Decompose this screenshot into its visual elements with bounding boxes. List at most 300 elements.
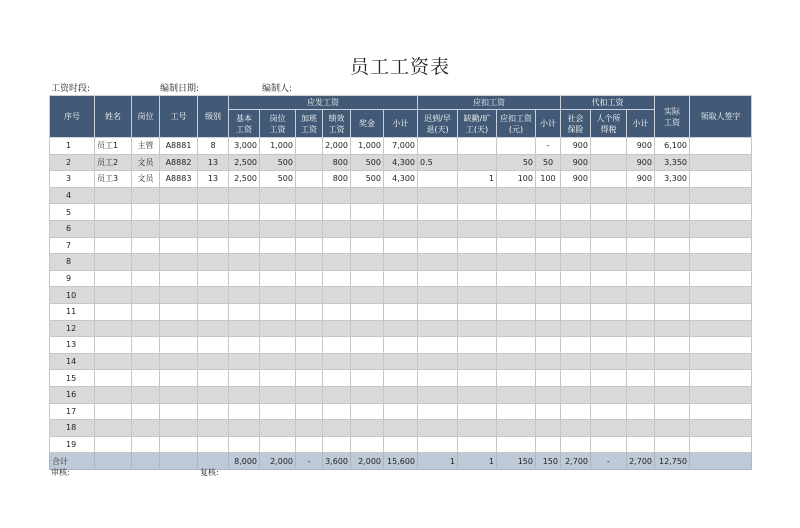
cell-actual xyxy=(655,353,690,370)
cell-absent xyxy=(458,403,497,420)
cell-sub-deduct: 50 xyxy=(536,154,561,171)
cell-name: 员工2 xyxy=(95,154,132,171)
cell-sign xyxy=(690,220,752,237)
cell-actual xyxy=(655,254,690,271)
cell-bonus: 500 xyxy=(351,154,384,171)
cell-emp-id xyxy=(160,237,198,254)
cell-emp-id: A8883 xyxy=(160,171,198,188)
cell-post xyxy=(260,436,296,453)
cell-sub-payable xyxy=(384,187,418,204)
totals-tax: - xyxy=(591,453,627,470)
totals-sub-deduct: 150 xyxy=(536,453,561,470)
cell-social xyxy=(561,436,591,453)
cell-position xyxy=(132,370,160,387)
cell-deduct xyxy=(497,138,536,155)
cell-perf xyxy=(323,237,351,254)
cell-ot xyxy=(296,237,323,254)
cell-sub-withhold: 900 xyxy=(627,171,655,188)
cell-position: 文员 xyxy=(132,154,160,171)
cell-sign xyxy=(690,171,752,188)
cell-bonus xyxy=(351,220,384,237)
cell-seq: 2 xyxy=(50,154,95,171)
cell-sub-deduct xyxy=(536,420,561,437)
cell-deduct xyxy=(497,337,536,354)
table-row xyxy=(50,237,752,254)
cell-perf xyxy=(323,254,351,271)
cell-deduct xyxy=(497,436,536,453)
cell-base xyxy=(229,254,260,271)
cell-tax xyxy=(591,320,627,337)
cell-sub-withhold xyxy=(627,370,655,387)
cell-sub-payable: 7,000 xyxy=(384,138,418,155)
cell-perf xyxy=(323,436,351,453)
cell-absent xyxy=(458,370,497,387)
cell-base: 3,000 xyxy=(229,138,260,155)
cell-sign xyxy=(690,254,752,271)
cell-name xyxy=(95,204,132,221)
cell-late xyxy=(418,171,458,188)
cell-perf xyxy=(323,370,351,387)
cell-post xyxy=(260,353,296,370)
cell-name xyxy=(95,254,132,271)
cell-social xyxy=(561,270,591,287)
header-sign: 领取人签字 xyxy=(690,96,752,138)
cell-absent xyxy=(458,254,497,271)
table-row xyxy=(50,303,752,320)
cell-actual xyxy=(655,187,690,204)
cell-late xyxy=(418,287,458,304)
cell-ot xyxy=(296,220,323,237)
cell-sub-deduct xyxy=(536,254,561,271)
cell-absent xyxy=(458,420,497,437)
header-actual: 实际 工资 xyxy=(655,96,690,138)
cell-emp-id xyxy=(160,353,198,370)
cell-emp-id: A8881 xyxy=(160,138,198,155)
reviewer-label: 审核: xyxy=(51,468,70,477)
table-row xyxy=(50,287,752,304)
cell-deduct xyxy=(497,386,536,403)
totals-cell xyxy=(132,453,160,470)
cell-sub-payable xyxy=(384,370,418,387)
cell-sub-deduct xyxy=(536,220,561,237)
cell-post: 500 xyxy=(260,154,296,171)
cell-ot xyxy=(296,171,323,188)
cell-sub-deduct xyxy=(536,370,561,387)
cell-post: 1,000 xyxy=(260,138,296,155)
header-position: 岗位 xyxy=(132,96,160,138)
cell-emp-id xyxy=(160,386,198,403)
totals-sub-withhold: 2,700 xyxy=(627,453,655,470)
table-row xyxy=(50,320,752,337)
cell-late xyxy=(418,138,458,155)
cell-late xyxy=(418,320,458,337)
cell-sign xyxy=(690,386,752,403)
cell-sign xyxy=(690,337,752,354)
cell-sub-withhold xyxy=(627,303,655,320)
cell-deduct xyxy=(497,220,536,237)
cell-post xyxy=(260,237,296,254)
cell-deduct xyxy=(497,287,536,304)
totals-bonus: 2,000 xyxy=(351,453,384,470)
cell-late: 0.5 xyxy=(418,154,458,171)
table-row xyxy=(50,254,752,271)
cell-sub-deduct xyxy=(536,237,561,254)
header-ot: 加班 工资 xyxy=(296,110,323,138)
cell-social xyxy=(561,386,591,403)
cell-actual xyxy=(655,420,690,437)
cell-position xyxy=(132,287,160,304)
totals-deduct: 150 xyxy=(497,453,536,470)
cell-actual: 3,350 xyxy=(655,154,690,171)
cell-perf xyxy=(323,204,351,221)
totals-cell xyxy=(160,453,198,470)
page-title: 员工工资表 xyxy=(349,56,450,78)
cell-position xyxy=(132,320,160,337)
cell-social xyxy=(561,353,591,370)
cell-social xyxy=(561,237,591,254)
totals-post: 2,000 xyxy=(260,453,296,470)
cell-sub-deduct: - xyxy=(536,138,561,155)
cell-seq: 9 xyxy=(50,270,95,287)
cell-bonus xyxy=(351,370,384,387)
header-sub-payable: 小计 xyxy=(384,110,418,138)
cell-sub-payable xyxy=(384,337,418,354)
cell-seq: 10 xyxy=(50,287,95,304)
cell-sub-payable xyxy=(384,320,418,337)
table-row xyxy=(50,436,752,453)
cell-seq: 14 xyxy=(50,353,95,370)
cell-emp-id xyxy=(160,337,198,354)
cell-bonus xyxy=(351,204,384,221)
cell-name: 员工3 xyxy=(95,171,132,188)
cell-sign xyxy=(690,320,752,337)
cell-deduct xyxy=(497,403,536,420)
cell-base xyxy=(229,370,260,387)
cell-deduct: 100 xyxy=(497,171,536,188)
cell-seq: 5 xyxy=(50,204,95,221)
cell-ot xyxy=(296,204,323,221)
cell-perf xyxy=(323,420,351,437)
header-emp-id: 工号 xyxy=(160,96,198,138)
cell-late xyxy=(418,237,458,254)
cell-post xyxy=(260,303,296,320)
cell-sub-withhold xyxy=(627,287,655,304)
cell-emp-id xyxy=(160,187,198,204)
cell-post xyxy=(260,320,296,337)
cell-level xyxy=(198,420,229,437)
cell-actual xyxy=(655,287,690,304)
table-row xyxy=(50,154,752,171)
cell-sub-payable xyxy=(384,436,418,453)
cell-late xyxy=(418,303,458,320)
cell-sub-deduct xyxy=(536,204,561,221)
table-row xyxy=(50,171,752,188)
cell-sub-withhold xyxy=(627,386,655,403)
cell-sign xyxy=(690,204,752,221)
header-sub-deduct: 小计 xyxy=(536,110,561,138)
cell-position xyxy=(132,204,160,221)
cell-late xyxy=(418,403,458,420)
cell-post xyxy=(260,220,296,237)
cell-sign xyxy=(690,403,752,420)
cell-absent xyxy=(458,337,497,354)
cell-position xyxy=(132,270,160,287)
cell-sub-withhold xyxy=(627,353,655,370)
table-row xyxy=(50,270,752,287)
cell-perf: 800 xyxy=(323,154,351,171)
cell-late xyxy=(418,420,458,437)
cell-emp-id xyxy=(160,370,198,387)
cell-tax xyxy=(591,187,627,204)
cell-bonus: 500 xyxy=(351,171,384,188)
cell-sub-payable xyxy=(384,386,418,403)
cell-perf xyxy=(323,353,351,370)
cell-level xyxy=(198,187,229,204)
cell-name xyxy=(95,303,132,320)
cell-name xyxy=(95,220,132,237)
cell-position xyxy=(132,303,160,320)
cell-position xyxy=(132,254,160,271)
cell-late xyxy=(418,204,458,221)
cell-sub-payable xyxy=(384,303,418,320)
cell-perf xyxy=(323,386,351,403)
cell-actual xyxy=(655,337,690,354)
cell-level: 8 xyxy=(198,138,229,155)
cell-position xyxy=(132,337,160,354)
cell-social: 900 xyxy=(561,171,591,188)
cell-sign xyxy=(690,436,752,453)
cell-ot xyxy=(296,403,323,420)
cell-perf xyxy=(323,287,351,304)
cell-name xyxy=(95,337,132,354)
cell-level xyxy=(198,386,229,403)
cell-name xyxy=(95,353,132,370)
cell-sub-withhold xyxy=(627,204,655,221)
cell-actual xyxy=(655,270,690,287)
cell-bonus xyxy=(351,436,384,453)
cell-post xyxy=(260,287,296,304)
cell-position xyxy=(132,436,160,453)
cell-social xyxy=(561,187,591,204)
cell-position xyxy=(132,386,160,403)
cell-sub-withhold xyxy=(627,237,655,254)
header-level: 级别 xyxy=(198,96,229,138)
cell-social: 900 xyxy=(561,138,591,155)
header-group-payable: 应发工资 xyxy=(229,96,418,110)
cell-name xyxy=(95,420,132,437)
cell-level xyxy=(198,220,229,237)
cell-sign xyxy=(690,370,752,387)
cell-absent xyxy=(458,303,497,320)
cell-tax xyxy=(591,220,627,237)
cell-base: 2,500 xyxy=(229,171,260,188)
cell-perf: 800 xyxy=(323,171,351,188)
cell-bonus xyxy=(351,403,384,420)
cell-ot xyxy=(296,254,323,271)
date-label: 编制日期: xyxy=(160,84,200,94)
totals-label: 合计 xyxy=(50,453,95,470)
table-row xyxy=(50,403,752,420)
cell-deduct xyxy=(497,187,536,204)
cell-tax xyxy=(591,204,627,221)
cell-social xyxy=(561,320,591,337)
header-base: 基本 工资 xyxy=(229,110,260,138)
period-label: 工资时段: xyxy=(51,84,91,94)
cell-base: 2,500 xyxy=(229,154,260,171)
cell-post xyxy=(260,420,296,437)
cell-late xyxy=(418,220,458,237)
cell-position xyxy=(132,403,160,420)
cell-level xyxy=(198,204,229,221)
cell-emp-id xyxy=(160,320,198,337)
cell-social xyxy=(561,370,591,387)
cell-seq: 12 xyxy=(50,320,95,337)
cell-bonus xyxy=(351,420,384,437)
cell-base xyxy=(229,403,260,420)
cell-base xyxy=(229,420,260,437)
cell-late xyxy=(418,353,458,370)
cell-tax xyxy=(591,386,627,403)
cell-base xyxy=(229,237,260,254)
header-seq: 序号 xyxy=(50,96,95,138)
cell-perf xyxy=(323,187,351,204)
cell-post xyxy=(260,187,296,204)
cell-seq: 13 xyxy=(50,337,95,354)
cell-bonus xyxy=(351,337,384,354)
cell-actual: 6,100 xyxy=(655,138,690,155)
cell-deduct xyxy=(497,353,536,370)
preparer-label: 编制人: xyxy=(262,84,293,94)
cell-perf: 2,000 xyxy=(323,138,351,155)
cell-seq: 11 xyxy=(50,303,95,320)
cell-actual xyxy=(655,320,690,337)
table-row xyxy=(50,187,752,204)
cell-absent xyxy=(458,237,497,254)
totals-absent: 1 xyxy=(458,453,497,470)
cell-actual xyxy=(655,370,690,387)
cell-name xyxy=(95,237,132,254)
cell-social: 900 xyxy=(561,154,591,171)
cell-perf xyxy=(323,270,351,287)
cell-absent xyxy=(458,320,497,337)
cell-sub-withhold xyxy=(627,436,655,453)
cell-social xyxy=(561,337,591,354)
cell-seq: 18 xyxy=(50,420,95,437)
cell-tax xyxy=(591,353,627,370)
cell-level: 13 xyxy=(198,154,229,171)
header-name: 姓名 xyxy=(95,96,132,138)
cell-actual xyxy=(655,403,690,420)
cell-emp-id xyxy=(160,204,198,221)
cell-deduct xyxy=(497,204,536,221)
cell-late xyxy=(418,436,458,453)
cell-tax xyxy=(591,337,627,354)
cell-bonus xyxy=(351,187,384,204)
cell-ot xyxy=(296,370,323,387)
totals-late: 1 xyxy=(418,453,458,470)
totals-actual: 12,750 xyxy=(655,453,690,470)
cell-ot xyxy=(296,337,323,354)
cell-deduct xyxy=(497,237,536,254)
cell-actual xyxy=(655,237,690,254)
cell-sign xyxy=(690,154,752,171)
cell-deduct: 50 xyxy=(497,154,536,171)
cell-level xyxy=(198,303,229,320)
cell-seq: 16 xyxy=(50,386,95,403)
cell-base xyxy=(229,187,260,204)
cell-tax xyxy=(591,237,627,254)
cell-ot xyxy=(296,303,323,320)
cell-position xyxy=(132,353,160,370)
cell-ot xyxy=(296,386,323,403)
cell-sign xyxy=(690,270,752,287)
cell-seq: 17 xyxy=(50,403,95,420)
cell-deduct xyxy=(497,270,536,287)
cell-sub-withhold xyxy=(627,220,655,237)
cell-seq: 15 xyxy=(50,370,95,387)
cell-bonus xyxy=(351,320,384,337)
cell-absent xyxy=(458,353,497,370)
cell-post: 500 xyxy=(260,171,296,188)
cell-level: 13 xyxy=(198,171,229,188)
cell-post xyxy=(260,204,296,221)
cell-absent: 1 xyxy=(458,171,497,188)
cell-position xyxy=(132,420,160,437)
cell-tax xyxy=(591,254,627,271)
cell-ot xyxy=(296,353,323,370)
cell-social xyxy=(561,420,591,437)
cell-deduct xyxy=(497,420,536,437)
totals-cell xyxy=(95,453,132,470)
cell-emp-id xyxy=(160,303,198,320)
cell-tax xyxy=(591,154,627,171)
cell-sub-withhold xyxy=(627,270,655,287)
header-late: 迟到/早 退(天) xyxy=(418,110,458,138)
cell-sub-deduct xyxy=(536,337,561,354)
cell-sub-deduct xyxy=(536,353,561,370)
cell-sub-payable xyxy=(384,237,418,254)
cell-perf xyxy=(323,337,351,354)
header-tax: 人个所 得税 xyxy=(591,110,627,138)
header-perf: 绩效 工资 xyxy=(323,110,351,138)
cell-late xyxy=(418,270,458,287)
totals-base: 8,000 xyxy=(229,453,260,470)
cell-perf xyxy=(323,303,351,320)
cell-level xyxy=(198,270,229,287)
header-post: 岗位 工资 xyxy=(260,110,296,138)
cell-sub-withhold xyxy=(627,420,655,437)
cell-tax xyxy=(591,171,627,188)
cell-sign xyxy=(690,237,752,254)
cell-base xyxy=(229,303,260,320)
cell-emp-id xyxy=(160,220,198,237)
cell-base xyxy=(229,287,260,304)
cell-post xyxy=(260,386,296,403)
cell-sub-payable xyxy=(384,270,418,287)
cell-name xyxy=(95,320,132,337)
cell-tax xyxy=(591,138,627,155)
cell-sub-deduct xyxy=(536,436,561,453)
cell-actual: 3,300 xyxy=(655,171,690,188)
cell-absent xyxy=(458,220,497,237)
cell-social xyxy=(561,403,591,420)
cell-absent xyxy=(458,287,497,304)
header-group-deduct: 应扣工资 xyxy=(418,96,561,110)
cell-sub-payable xyxy=(384,204,418,221)
cell-name xyxy=(95,436,132,453)
cell-actual xyxy=(655,220,690,237)
header-group-withhold: 代扣工资 xyxy=(561,96,655,110)
